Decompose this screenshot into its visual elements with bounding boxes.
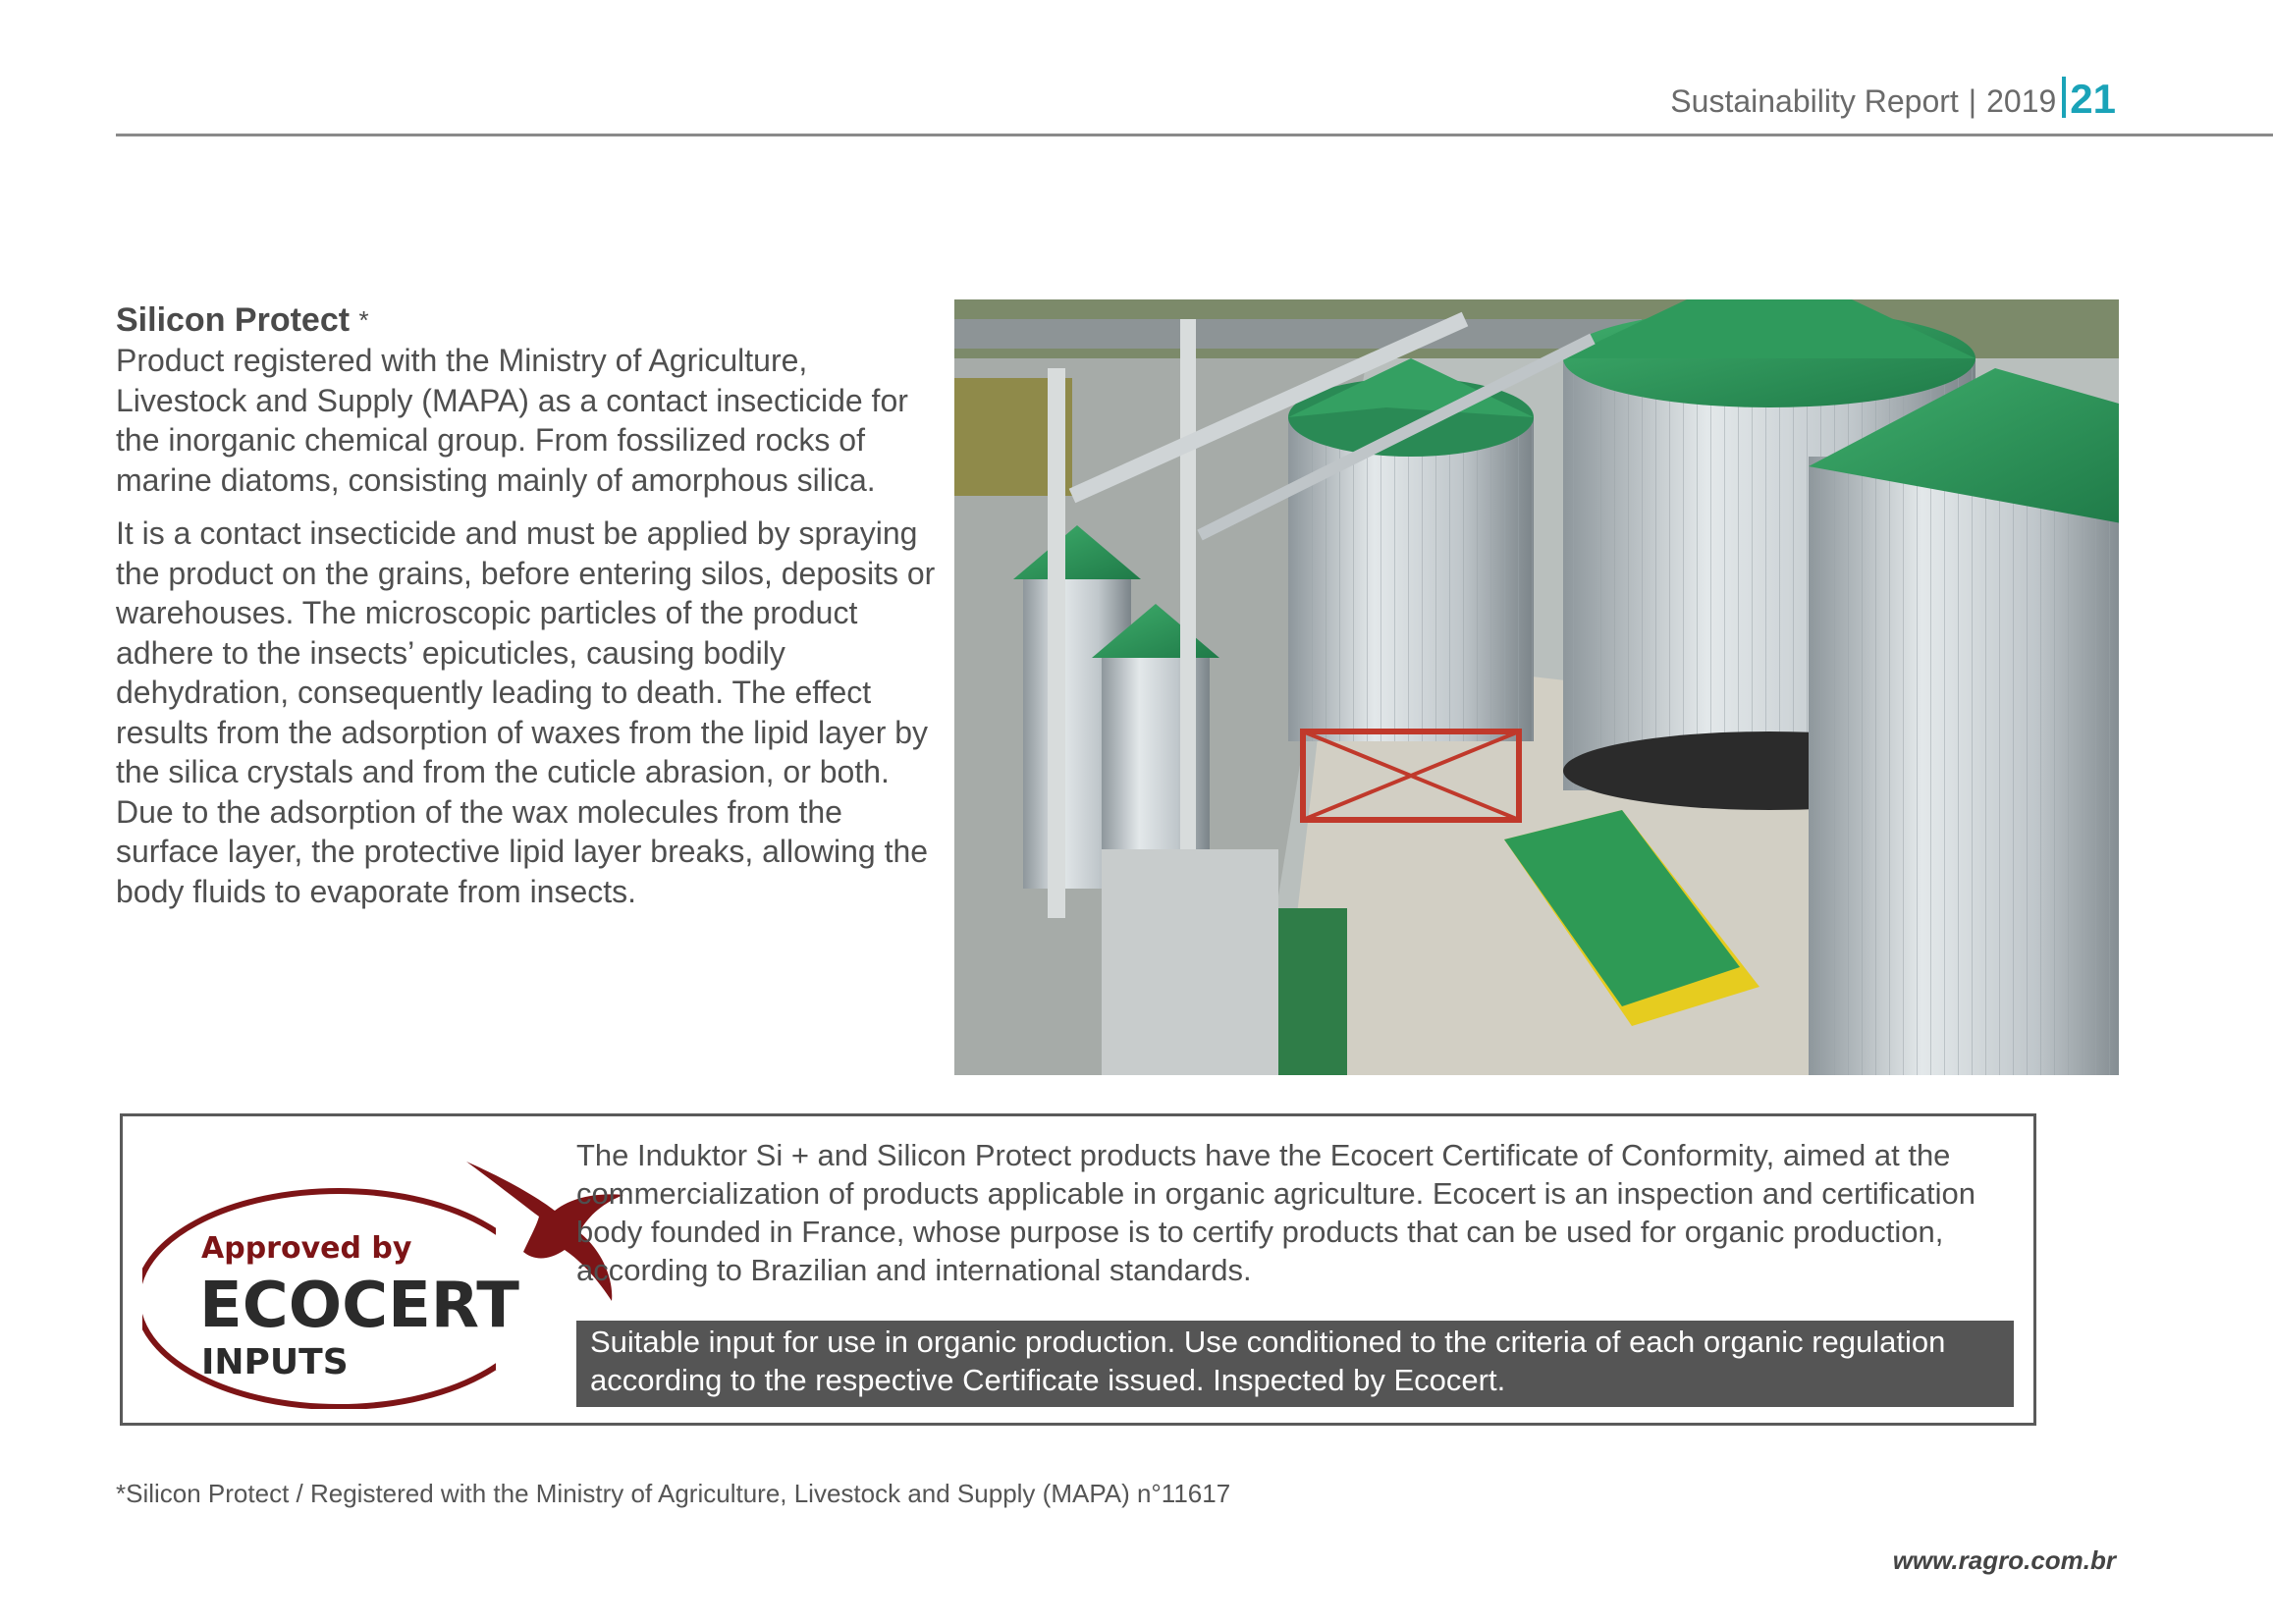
grain-silos-photo [954, 299, 2119, 1075]
header-separator: | [1968, 83, 1977, 119]
header-rule [116, 134, 2273, 136]
product-description [116, 299, 941, 925]
logo-line-3: INPUTS [201, 1342, 349, 1382]
report-title: Sustainability Report [1670, 83, 1959, 119]
accent-bar [2062, 77, 2066, 118]
page-number: 21 [2070, 76, 2116, 122]
product-title-marker: * [358, 305, 369, 335]
report-year: 2019 [1986, 83, 2057, 119]
product-paragraph-1: Product registered with the Ministry of Agriculture, Livestock and Supply (MAPA) as a contact insecticide for the inorganic chemical group. From fossilized rocks of marine diatoms, consisting mainly of amorphous silica. [116, 343, 908, 498]
ecocert-certificate-box [120, 1113, 2036, 1426]
certificate-text: The Induktor Si + and Silicon Protect products have the Ecocert Certificate of Conformity, aimed at the commercialization of products applicable in organic agriculture. Ecocert is an inspection and certification body founded in France, whose purpose is to certify products that can be used for organic production, according to Brazilian and international standards. [576, 1138, 1976, 1287]
header-text [1670, 77, 2116, 120]
certificate-note: Suitable input for use in organic production. Use conditioned to the criteria of each organic regulation according to the respective Certificate issued. Inspected by Ecocert. [576, 1321, 2014, 1407]
product-paragraph-2: It is a contact insecticide and must be applied by spraying the product on the grains, before entering silos, deposits or warehouses. The microscopic particles of the product adhere to the insects’ epicuticles, causing bodily dehydration, consequently leading to death. The effect results from the adsorption of waxes from the lipid layer by the silica crystals and from the cuticle abrasion, or both. Due to the adsorption of the wax molecules from the surface layer, the protective lipid layer breaks, allowing the body fluids to evaporate from insects. [116, 515, 936, 909]
logo-line-2: ECOCERT [199, 1270, 519, 1342]
product-title-text: Silicon Protect [116, 301, 351, 339]
footnote: *Silicon Protect / Registered with the Ministry of Agriculture, Livestock and Supply (MAPA) n°11617 [116, 1479, 1231, 1508]
website-link[interactable]: www.ragro.com.br [1892, 1545, 2116, 1575]
product-title [116, 299, 941, 341]
silos-illustration [954, 299, 2119, 1075]
page-header [0, 0, 2273, 137]
logo-line-1: Approved by [201, 1231, 412, 1266]
